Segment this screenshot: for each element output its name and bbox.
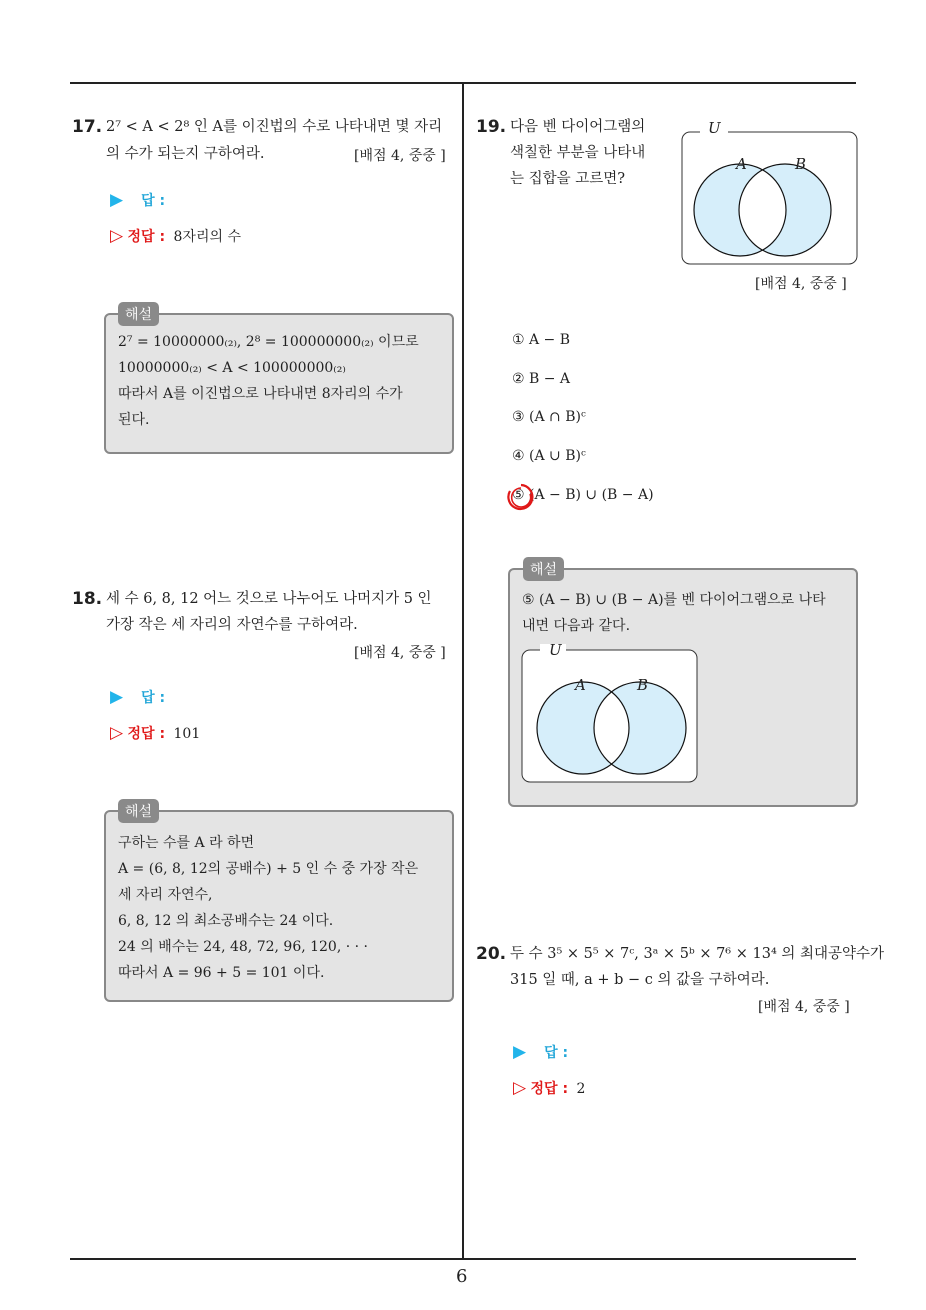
q17-text-line2: 의 수가 되는지 구하여라. (106, 146, 265, 162)
selected-choice-circle-icon (505, 481, 537, 513)
q18-correct (110, 723, 200, 743)
q18-text-line2: 가장 작은 세 자리의 자연수를 구하여라. (106, 617, 358, 633)
q17-explain-tag: 해설 (118, 302, 159, 326)
q18-explain-tag: 해설 (118, 799, 159, 823)
q19-choice-3[interactable]: ③ (A ∩ B)ᶜ (512, 409, 586, 425)
q20-text-line1: 두 수 3⁵ × 5⁵ × 7ᶜ, 3ᵃ × 5ᵇ × 7⁶ × 13⁴ 의 최대공약수가 (510, 946, 885, 962)
q17-text-line1: 2⁷ < A < 2⁸ 인 A를 이진법의 수로 나타내면 몇 자리 (106, 119, 443, 135)
correct-label: 정답 : (127, 726, 166, 742)
q19-venn-label-u: U (708, 119, 721, 137)
q18-explain-box (104, 810, 454, 1002)
column-divider (462, 83, 464, 1259)
bottom-rule (70, 1258, 856, 1260)
q19-text-line3: 는 집합을 고르면? (510, 171, 626, 187)
q19-meta: [배점 4, 중중 ] (755, 276, 847, 292)
correct-value: 101 (173, 726, 201, 742)
q19-choice-1[interactable]: ① A − B (512, 332, 571, 348)
q19-venn-label-a: A (736, 155, 747, 173)
q19-choice-5[interactable]: ⑤ (A − B) ∪ (B − A) (512, 487, 654, 503)
q18-answer[interactable] (110, 687, 165, 707)
triangle-outline-icon: ▷ (513, 1078, 527, 1098)
q20-text-line2: 315 일 때, a + b − c 의 값을 구하여라. (510, 972, 770, 988)
correct-label: 정답 : (127, 229, 166, 245)
play-icon: ▶ (110, 687, 124, 707)
q20-meta: [배점 4, 중중 ] (758, 999, 850, 1015)
page-number: 6 (456, 1266, 468, 1287)
q17-number: 17. (72, 117, 103, 137)
q19-explain-venn-label-a: A (575, 676, 586, 694)
answer-label: 답 : (141, 193, 166, 209)
correct-label: 정답 : (530, 1081, 569, 1097)
q20-number: 20. (476, 944, 507, 964)
answer-label: 답 : (141, 690, 166, 706)
explain-line: 구하는 수를 A 라 하면 (118, 835, 255, 851)
q17-correct (110, 226, 241, 246)
q19-venn-diagram (680, 120, 860, 270)
triangle-outline-icon: ▷ (110, 226, 124, 246)
q17-explain-box (104, 313, 454, 454)
q17-meta: [배점 4, 중중 ] (354, 148, 446, 164)
play-icon: ▶ (110, 190, 124, 210)
explain-line: 10000000₍₂₎ < A < 100000000₍₂₎ (118, 360, 346, 376)
explain-line: 따라서 A를 이진법으로 나타내면 8자리의 수가 (118, 386, 403, 402)
q18-number: 18. (72, 589, 103, 609)
explain-line: 내면 다음과 같다. (522, 618, 631, 634)
q20-correct (513, 1078, 585, 1098)
q19-explain-tag: 해설 (523, 557, 564, 581)
q17-answer[interactable] (110, 190, 165, 210)
q18-meta: [배점 4, 중중 ] (354, 645, 446, 661)
correct-value: 8자리의 수 (173, 229, 241, 245)
q20-answer[interactable] (513, 1042, 568, 1062)
q18-text-line1: 세 수 6, 8, 12 어느 것으로 나누어도 나머지가 5 인 (106, 591, 432, 607)
q19-explain-venn-label-b: B (637, 676, 649, 694)
q19-text-line1: 다음 벤 다이어그램의 (510, 119, 646, 135)
explain-line: 24 의 배수는 24, 48, 72, 96, 120, · · · (118, 939, 368, 955)
explain-line: 6, 8, 12 의 최소공배수는 24 이다. (118, 913, 334, 929)
q19-venn-label-b: B (795, 155, 807, 173)
explain-line: 따라서 A = 96 + 5 = 101 이다. (118, 965, 325, 981)
explain-line: 된다. (118, 412, 150, 428)
answer-label: 답 : (544, 1045, 569, 1061)
q19-number: 19. (476, 117, 507, 137)
q19-choice-2[interactable]: ② B − A (512, 371, 571, 387)
correct-value: 2 (576, 1081, 586, 1097)
q19-explain-venn-diagram (520, 644, 700, 784)
triangle-outline-icon: ▷ (110, 723, 124, 743)
explain-line: A = (6, 8, 12의 공배수) + 5 인 수 중 가장 작은 (118, 861, 419, 877)
q19-text-line2: 색칠한 부분을 나타내 (510, 145, 646, 161)
explain-line: 세 자리 자연수, (118, 887, 213, 903)
q19-explain-venn-label-u: U (549, 641, 562, 659)
q19-choice-4[interactable]: ④ (A ∪ B)ᶜ (512, 448, 586, 464)
explain-line: ⑤ (A − B) ∪ (B − A)를 벤 다이어그램으로 나타 (522, 592, 826, 608)
explain-line: 2⁷ = 10000000₍₂₎, 2⁸ = 100000000₍₂₎ 이므로 (118, 334, 419, 350)
play-icon: ▶ (513, 1042, 527, 1062)
